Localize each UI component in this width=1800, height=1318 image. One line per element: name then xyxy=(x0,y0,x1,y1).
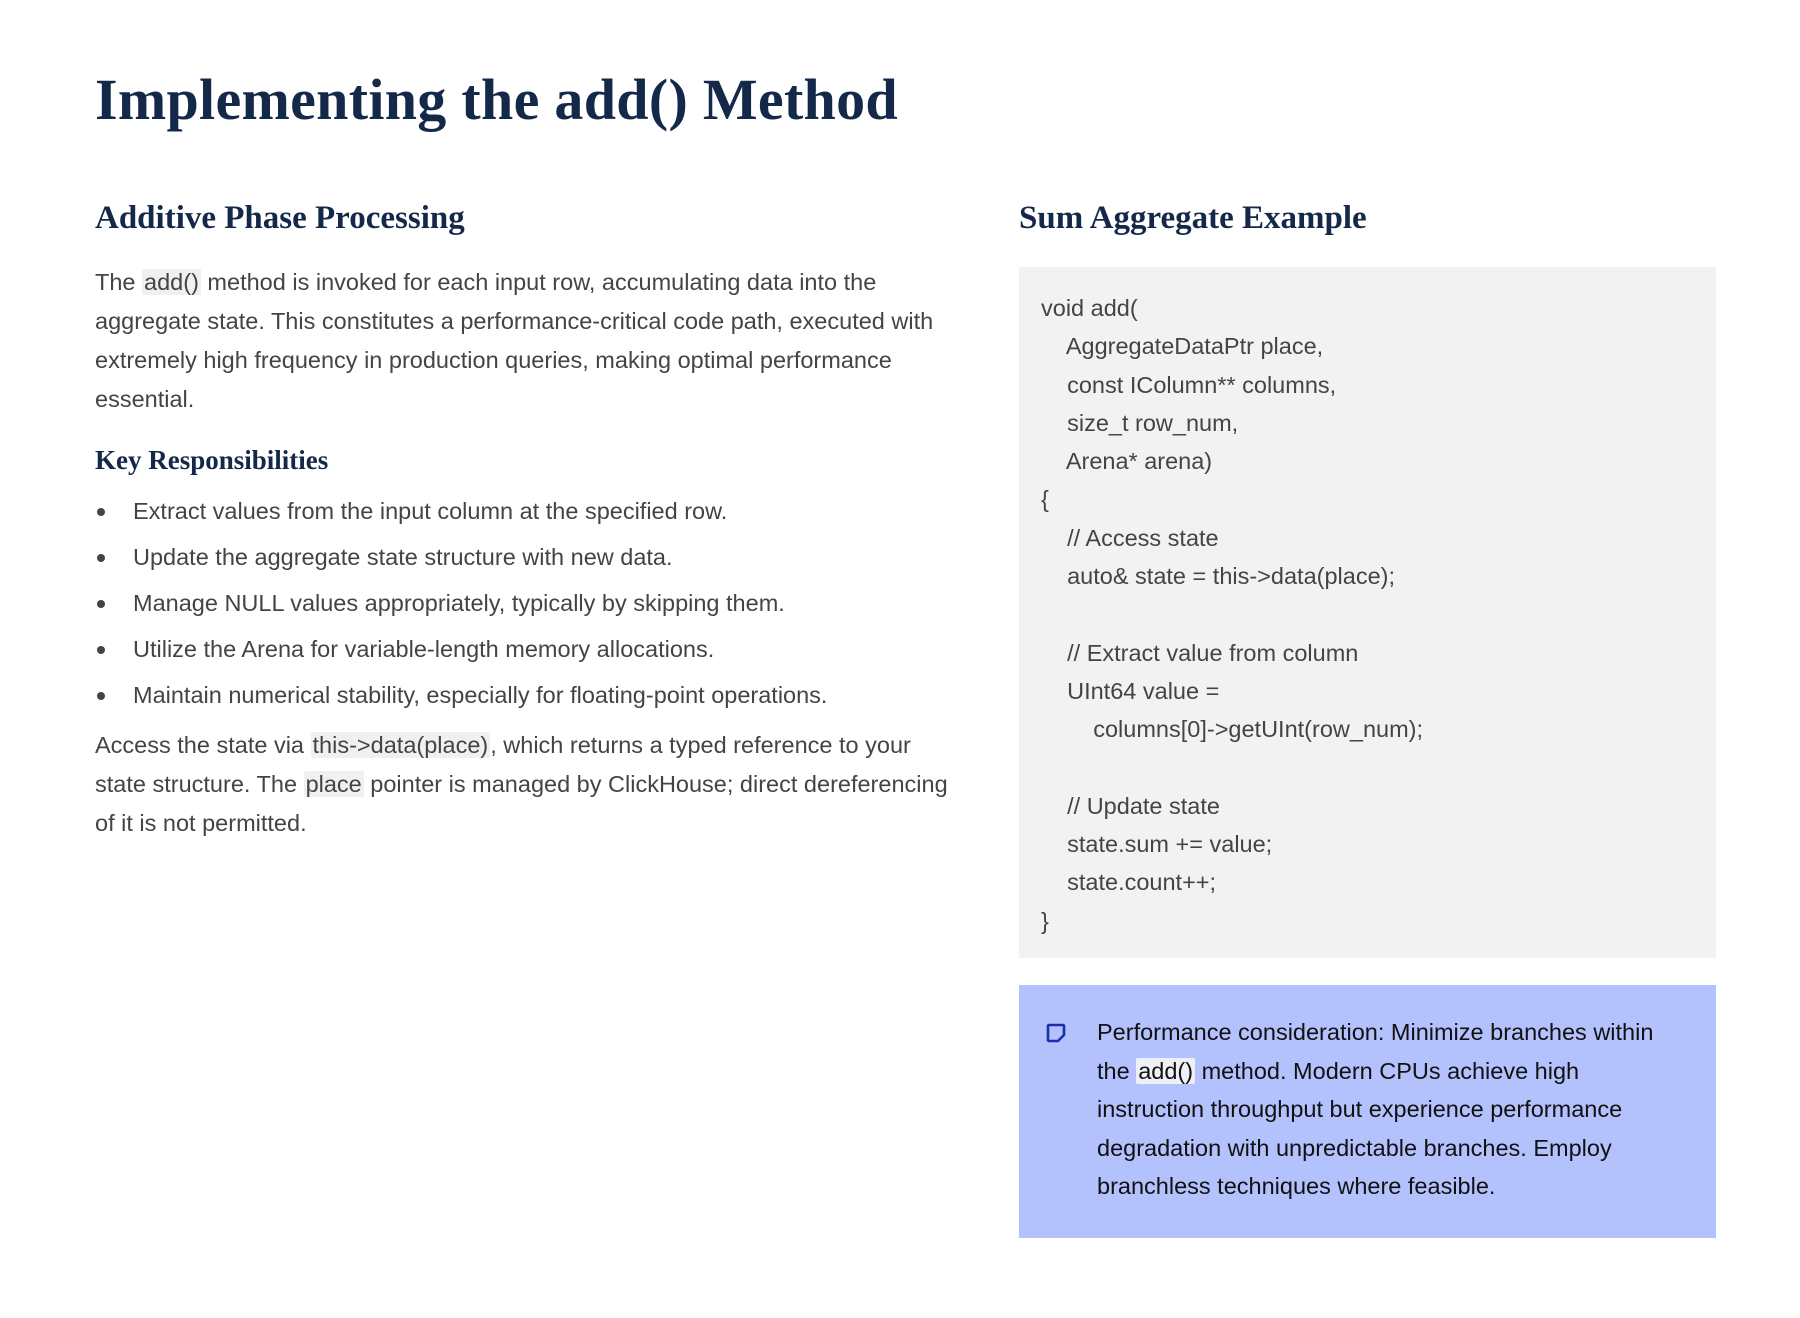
code-block: void add( AggregateDataPtr place, const IColumn** columns, size_t row_num, Arena* arena) { // Access state auto& state = this->data(place); // Extract value from column UInt64 value = columns[0]->getUInt(row_num); // Update state state.sum += value; state.count++; } xyxy=(1019,267,1716,958)
text: method is invoked for each input row, accumulating data into the aggregate state. This constitutes a performance-critical code path, executed with extremely high frequency in production queries, making optimal performance essential. xyxy=(95,269,934,412)
list-item: Maintain numerical stability, especially for floating-point operations. xyxy=(95,680,965,710)
text: The xyxy=(95,269,143,295)
responsibilities-list xyxy=(95,496,965,710)
text: Access the state via xyxy=(95,732,311,758)
performance-callout xyxy=(1019,985,1716,1238)
section-heading: Additive Phase Processing xyxy=(95,200,465,236)
intro-paragraph xyxy=(95,263,965,419)
page-title: Implementing the add() Method xyxy=(95,67,898,132)
section-heading: Sum Aggregate Example xyxy=(1019,200,1367,236)
right-column xyxy=(1019,200,1716,1238)
list-item: Update the aggregate state structure with new data. xyxy=(95,542,965,572)
note-icon xyxy=(1046,1023,1066,1043)
text: Performance consideration: Minimize branches within the xyxy=(1097,1019,1654,1084)
list-item: Utilize the Arena for variable-length memory allocations. xyxy=(95,634,965,664)
text: , which returns a typed reference to your state structure. The xyxy=(95,732,911,797)
inline-code: add() xyxy=(1138,1057,1194,1084)
inline-code: add() xyxy=(144,269,199,295)
text: pointer is managed by ClickHouse; direct dereferencing of it is not permitted. xyxy=(95,771,948,836)
list-item: Extract values from the input column at the specified row. xyxy=(95,496,965,526)
list-item: Manage NULL values appropriately, typically by skipping them. xyxy=(95,588,965,618)
text: method. Modern CPUs achieve high instruction throughput but experience performance degradation with unpredictable branches. Employ branchless techniques where feasible. xyxy=(1097,1057,1623,1200)
outro-paragraph xyxy=(95,726,965,843)
subheading: Key Responsibilities xyxy=(95,445,329,475)
left-column xyxy=(95,200,965,843)
inline-code: this->data(place) xyxy=(312,732,489,758)
callout-text xyxy=(1097,1013,1686,1206)
inline-code: place xyxy=(305,771,362,797)
